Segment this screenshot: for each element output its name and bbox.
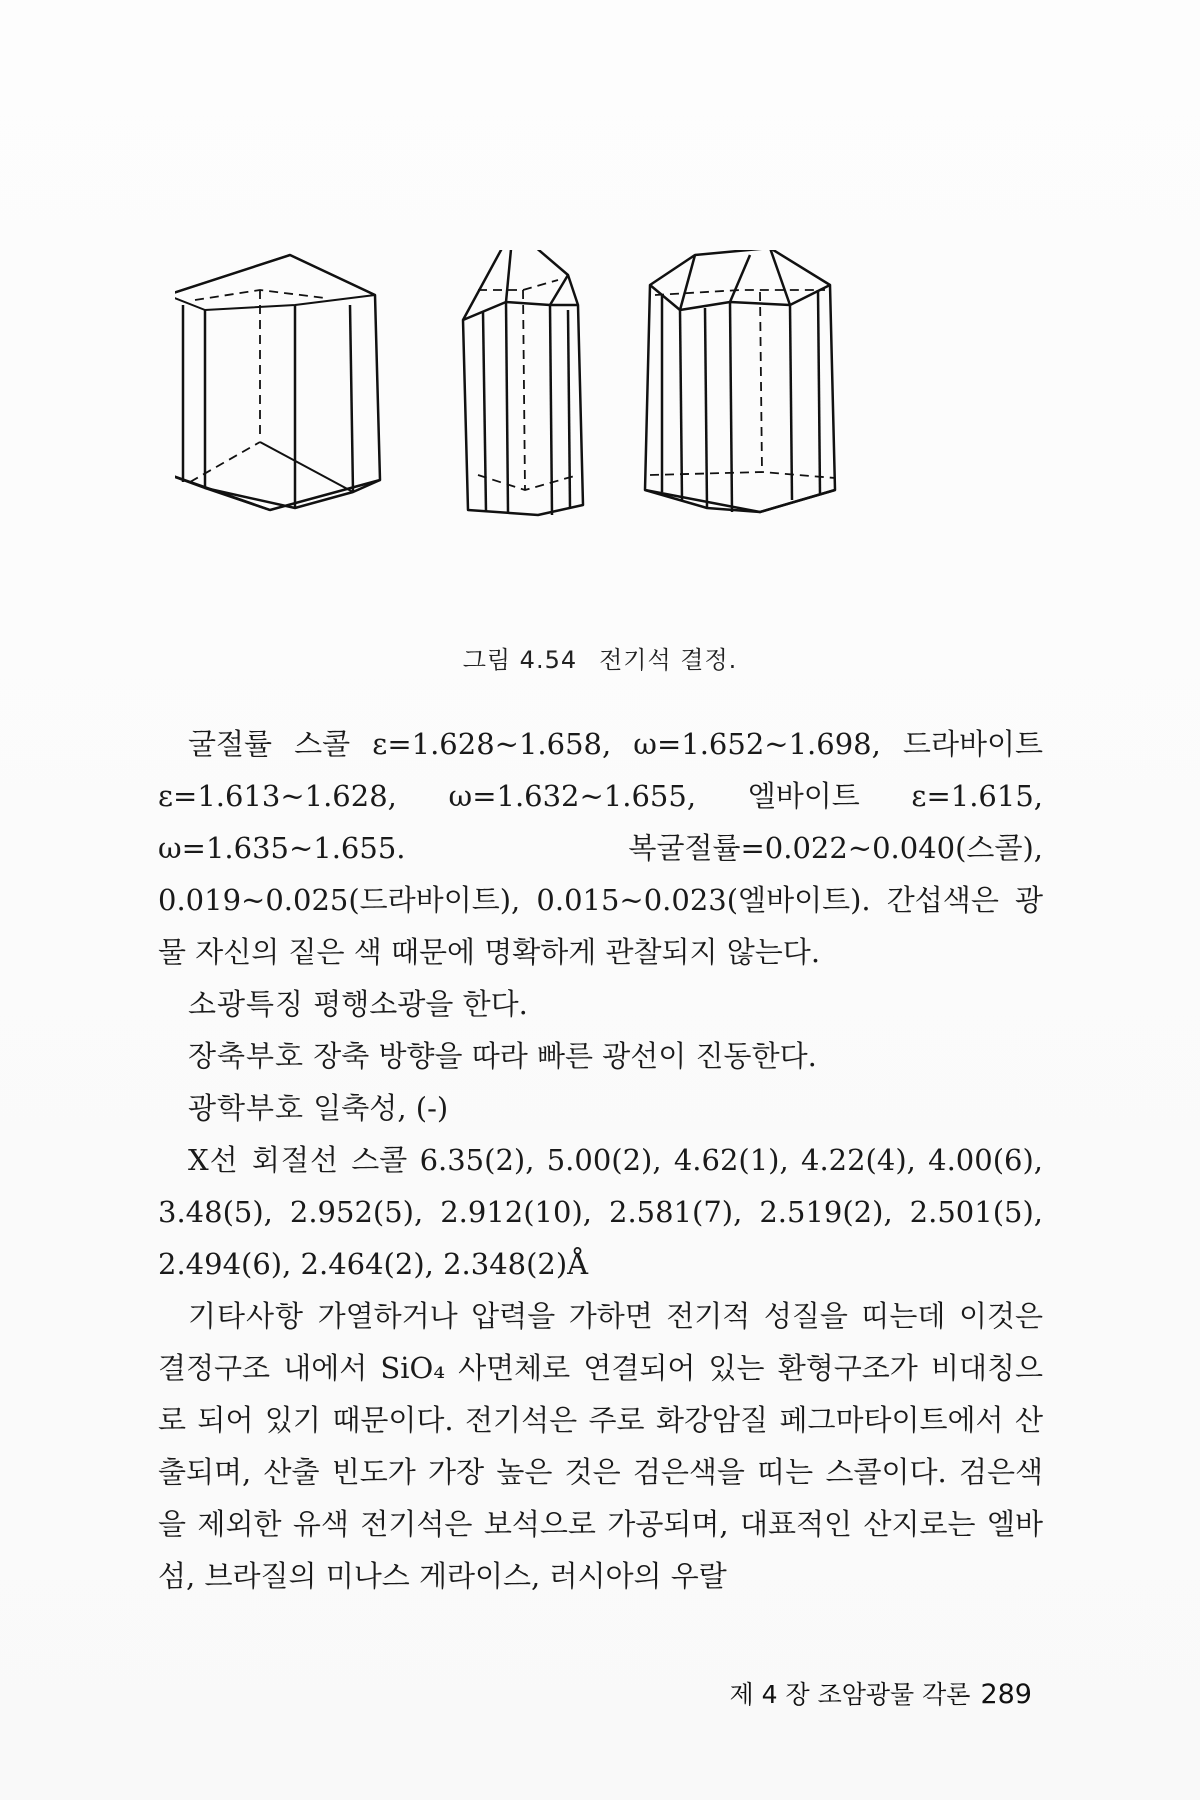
crystal-drawing-2 [463, 250, 583, 515]
elongation-text: 장축 방향을 따라 빠른 광선이 진동한다. [313, 1039, 817, 1073]
optic-sign-text: 일축성, (-) [313, 1091, 449, 1125]
extinction-text: 평행소광을 한다. [313, 987, 528, 1021]
figure-caption [0, 640, 1200, 675]
crystal-drawing-3 [645, 250, 835, 512]
extinction-label: 소광특징 [188, 987, 305, 1021]
other-notes-text: 가열하거나 압력을 가하면 전기적 성질을 띠는데 이것은 결정구조 내에서 SiO₄ 사면체로 연결되어 있는 환형구조가 비대칭으로 되어 있기 때문이다. 전기석은 주로 화강암질 페그마타이트에서 산출되며, 산출 빈도가 가장 높은 것은 검은색을 띠는 스콜이다. 검은색을 제외한 유색 전기석은 보석으로 가공되며, 대표적인 산지로는 엘바섬, 브라질의 미나스 게라이스, 러시아의 우랄 [158, 1299, 1043, 1593]
figure-caption-text: 전기석 결정. [599, 646, 738, 674]
figure-caption-label: 그림 4.54 [462, 646, 578, 674]
xray-paragraph [158, 1134, 1043, 1290]
chapter-title: 제 4 장 조암광물 각론 [729, 1680, 971, 1709]
other-notes-label: 기타사항 [188, 1299, 305, 1333]
xray-label: X선 회절선 [188, 1143, 339, 1177]
elongation-label: 장축부호 [188, 1039, 305, 1073]
tourmaline-crystal-figure [175, 250, 975, 630]
other-notes-paragraph [158, 1290, 1043, 1602]
optic-sign-label: 광학부호 [188, 1091, 305, 1125]
crystal-drawing-1 [175, 255, 380, 510]
elongation-paragraph [158, 1030, 1043, 1082]
refractive-index-paragraph: 굴절률 스콜 ε=1.628~1.658, ω=1.652~1.698, 드라바이트 ε=1.613~1.628, ω=1.632~1.655, 엘바이트 ε=1.615, ω=1.635~1.655. 복굴절률=0.022~0.040(스콜), 0.019~0.025(드라바이트), 0.015~0.023(엘바이트). 간섭색은 광물 자신의 짙은 색 때문에 명확하게 관찰되지 않는다. [158, 727, 1043, 969]
optic-sign-paragraph [158, 1082, 1043, 1134]
extinction-paragraph [158, 978, 1043, 1030]
body-text [158, 718, 1043, 1602]
xray-text: 스콜 6.35(2), 5.00(2), 4.62(1), 4.22(4), 4.00(6), 3.48(5), 2.952(5), 2.912(10), 2.581(7), 2.519(2), 2.501(5), 2.494(6), 2.464(2), 2.348(2)Å [158, 1143, 1043, 1281]
crystal-drawings [175, 250, 975, 630]
page-footer [730, 1675, 1032, 1711]
page-number: 289 [980, 1679, 1032, 1710]
